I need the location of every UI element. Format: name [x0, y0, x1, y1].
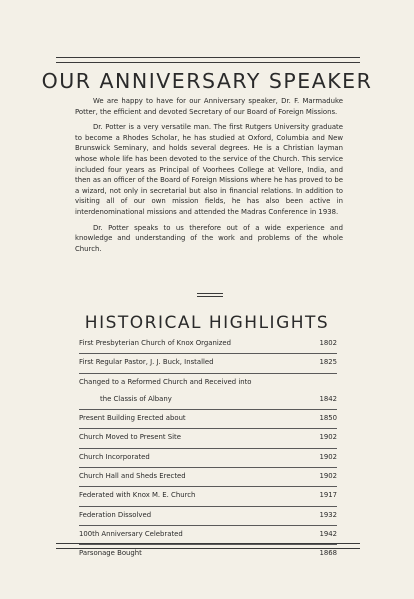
highlight-event: 100th Anniversary Celebrated: [79, 529, 183, 538]
highlight-year: 1932: [319, 510, 337, 519]
highlight-year: 1917: [319, 491, 337, 500]
highlight-year: 1868: [319, 549, 337, 558]
highlight-event: Church Hall and Sheds Erected: [79, 472, 186, 481]
highlight-row: [79, 430, 337, 448]
historical-highlights-title: HISTORICAL HIGHLIGHTS: [84, 313, 330, 333]
bottom-double-rule: [56, 543, 360, 549]
highlight-event: First Presbyterian Church of Knox Organized: [79, 339, 231, 347]
highlight-year: 1802: [319, 339, 337, 347]
highlight-year: 1942: [319, 529, 337, 538]
highlight-event-line-2: the Classis of Albany: [100, 394, 172, 403]
speaker-paragraph-1: We are happy to have for our Anniversary speaker, Dr. F. Marmaduke Potter, the efficient and devoted Secretary of our Board of Foreign Missions.: [75, 97, 343, 116]
highlight-event: Federated with Knox M. E. Church: [79, 491, 196, 500]
highlight-year: 1850: [319, 414, 337, 423]
anniversary-speaker-text: [75, 96, 343, 259]
highlight-row: [79, 355, 337, 373]
highlight-event: [79, 377, 304, 405]
highlight-event: Parsonage Bought: [79, 549, 142, 558]
highlight-row: [79, 508, 337, 526]
highlight-row: [79, 411, 337, 429]
speaker-paragraph-3: Dr. Potter speaks to us therefore out of a wide experience and knowledge and understanding of the work and problems of the whole Church.: [75, 223, 343, 253]
highlight-row: [79, 450, 337, 468]
highlight-year: 1902: [319, 433, 337, 442]
highlight-event: Church Moved to Present Site: [79, 433, 181, 442]
highlight-event: First Regular Pastor, J. J. Buck, Installed: [79, 358, 214, 367]
highlight-year: 1902: [319, 472, 337, 481]
highlight-year: 1902: [319, 452, 337, 461]
highlight-row: [79, 336, 337, 354]
highlight-year: 1842: [319, 394, 337, 403]
highlight-event-line-1: Changed to a Reformed Church and Received into: [79, 377, 252, 386]
anniversary-speaker-title: OUR ANNIVERSARY SPEAKER: [41, 69, 373, 93]
highlight-year: 1825: [319, 358, 337, 367]
highlight-row: [79, 375, 337, 411]
top-double-rule: [56, 57, 360, 63]
speaker-paragraph-2: Dr. Potter is a very versatile man. The first Rutgers University graduate to become a Rhodes Scholar, he has studied at Oxford, Columbia and New Brunswick Seminary, and holds several degrees. He is a Christian layman whose whole life has been devoted to the service of the Church. This service included four years as Principal of Voorhees College at Vellore, India, and then as an officer of the Board of Foreign Missions where he has proved to be a wizard, not only in secretarial but also in financial relations. In addition to visiting all of our own mission fields, he has also been active in interdenominational missions and attended the Madras Conference in 1938.: [75, 123, 343, 216]
historical-highlights-list: [79, 336, 337, 565]
highlight-event: Present Building Erected about: [79, 414, 186, 423]
highlight-event: Federation Dissolved: [79, 510, 152, 519]
section-divider: [197, 293, 223, 297]
highlight-event: Church Incorporated: [79, 452, 150, 461]
highlight-row: [79, 469, 337, 487]
highlight-row: [79, 488, 337, 506]
